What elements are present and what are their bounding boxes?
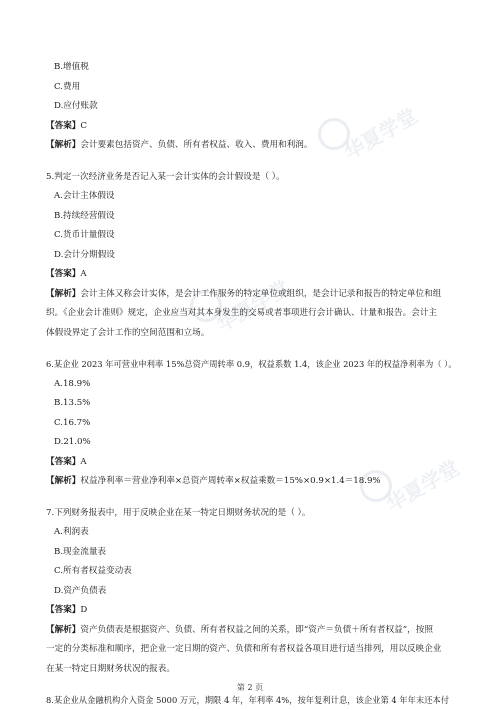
watermark-text: 华夏学堂 — [382, 455, 464, 517]
answer-tag: 【答案】 — [46, 605, 81, 615]
q6-analysis — [46, 472, 466, 492]
q6-option-d: D.21.0% — [54, 437, 91, 447]
q7-option-d: D.资产负债表 — [54, 585, 107, 596]
option-c: C.费用 — [54, 81, 81, 92]
q5-analysis-line-2: 织。《企业会计准则》规定，企业应当对其本身发生的交易或者事项进行会计确认、计量和报告。会计主 — [46, 308, 438, 318]
answer-value: A — [80, 456, 87, 467]
analysis-text: 资产负债表是根据资产、负债、所有者权益之间的关系，即“资产＝负债＋所有者权益”，按照 — [80, 624, 433, 635]
q6-answer — [46, 453, 466, 473]
option-d: D.应付账款 — [54, 101, 98, 111]
watermark-text: 华夏学堂 — [212, 275, 294, 337]
analysis-text: 会计主体又称会计实体，是会计工作服务的特定单位或组织，是会计记录和报告的特定单位和组 — [80, 288, 442, 299]
q6-option-c: C.16.7% — [54, 417, 91, 428]
analysis-tag: 【解析】 — [46, 288, 81, 299]
answer-tag: 【答案】 — [46, 456, 81, 467]
q5-option-a: A.会计主体假设 — [54, 191, 115, 201]
analysis-tag: 【解析】 — [46, 140, 81, 150]
q6-stem: 6.某企业 2023 年可营业申利率 15%总资产周转率 0.9，权益系数 1.4，该企业 2023 年的权益净利率为（ ）。 — [46, 359, 457, 369]
q8-stem: 8.某企业从金融机构介入资金 5000 万元，期限 4 年，年利率 4%，按年复利计息，该企业第 4 年年末还本付 — [46, 695, 450, 705]
q7-analysis-line-1 — [46, 621, 466, 641]
q7-option-a: A.利润表 — [54, 527, 89, 537]
q7-analysis-line-3: 在某一特定日期财务状况的报表。 — [46, 663, 175, 674]
analysis-tag: 【解析】 — [46, 476, 81, 486]
answer-tag: 【答案】 — [46, 269, 81, 279]
q5-analysis-line-1 — [46, 285, 466, 305]
q6-option-a: A.18.9% — [54, 378, 91, 389]
q7-answer — [46, 601, 466, 621]
q5-option-d: D.会计分期假设 — [54, 249, 115, 260]
q5-answer — [46, 265, 466, 285]
q6-option-b: B.13.5% — [54, 398, 91, 408]
answer-tag: 【答案】 — [46, 120, 81, 131]
q5-option-c: C.货币计量假设 — [54, 230, 115, 240]
q4-analysis — [46, 136, 466, 156]
analysis-tag: 【解析】 — [46, 624, 81, 635]
option-b: B.增值税 — [54, 62, 89, 72]
answer-value: D — [80, 605, 88, 615]
q5-analysis-line-3: 体假设界定了会计工作的空间范围和立场。 — [46, 327, 210, 338]
q7-option-b: B.现金流量表 — [54, 546, 107, 557]
watermark-text: 华夏学堂 — [340, 103, 422, 165]
analysis-text: 会计要素包括资产、负债、所有者权益、收入、费用和利润。 — [80, 140, 313, 150]
page-footer: 第 2 页 — [236, 683, 264, 692]
answer-value: C — [80, 120, 87, 131]
q7-analysis-line-2: 一定的分类标准和顺序，把企业一定日期的资产、负债和所有者权益各项目进行适当排列，用以反映企业 — [46, 644, 442, 654]
q5-option-b: B.持续经营假设 — [54, 210, 115, 221]
answer-value: A — [80, 269, 87, 279]
analysis-text: 权益净利率＝营业净利率×总资产周转率×权益乘数＝15%×0.9×1.4＝18.9% — [80, 476, 381, 486]
q7-stem: 7.下列财务报表中，用于反映企业在某一特定日期财务状况的是（ ）。 — [46, 507, 311, 518]
page-content — [46, 58, 466, 711]
q4-answer — [46, 117, 466, 137]
q7-option-c: C.所有者权益变动表 — [54, 566, 132, 576]
q5-stem: 5.判定一次经济业务是否记入某一会计实体的会计假设是（ ）。 — [46, 171, 285, 182]
